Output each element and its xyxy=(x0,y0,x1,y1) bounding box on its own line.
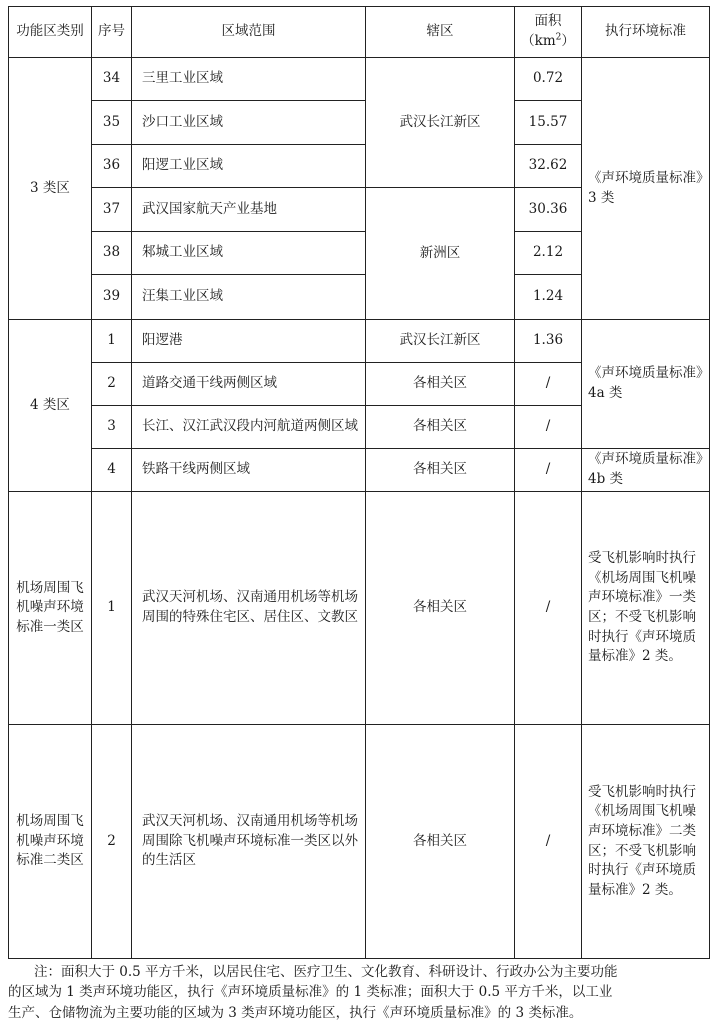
area-range-cell: 武汉天河机场、汉南通用机场等机场周围除飞机噪声环境标准一类区以外的生活区 xyxy=(132,725,366,959)
seq-cell: 35 xyxy=(92,101,132,145)
area-range-cell: 沙口工业区域 xyxy=(132,101,366,145)
table-row xyxy=(9,320,710,363)
area-cell: 30.36 xyxy=(515,188,582,232)
standard-cell: 《声环境质量标准》4a 类 xyxy=(582,320,710,449)
district-cell: 新洲区 xyxy=(366,188,515,320)
district-cell: 各相关区 xyxy=(366,449,515,492)
header-area-label: 面积 xyxy=(534,13,562,30)
noise-zone-table xyxy=(8,6,710,959)
district-cell: 武汉长江新区 xyxy=(366,320,515,363)
area-cell: / xyxy=(515,363,582,406)
area-range-cell: 三里工业区域 xyxy=(132,58,366,101)
area-range-cell: 阳逻港 xyxy=(132,320,366,363)
area-cell: 1.24 xyxy=(515,275,582,320)
seq-cell: 1 xyxy=(92,320,132,363)
table-footnote xyxy=(8,962,708,1023)
area-cell: 2.12 xyxy=(515,232,582,275)
area-range-cell: 道路交通干线两侧区域 xyxy=(132,363,366,406)
seq-cell: 36 xyxy=(92,145,132,188)
standard-cell: 《声环境质量标准》4b 类 xyxy=(582,449,710,492)
table-header-row xyxy=(9,7,710,58)
seq-cell: 3 xyxy=(92,406,132,449)
area-cell: / xyxy=(515,492,582,725)
area-range-cell: 阳逻工业区域 xyxy=(132,145,366,188)
area-unit-close: ） xyxy=(561,33,575,49)
area-range-cell: 武汉天河机场、汉南通用机场等机场周围的特殊住宅区、居住区、文教区 xyxy=(132,492,366,725)
area-cell: 15.57 xyxy=(515,101,582,145)
footnote-line-3: 生产、仓储物流为主要功能的区域为 3 类声环境功能区，执行《声环境质量标准》的 3 类标准。 xyxy=(8,1004,583,1021)
seq-cell: 38 xyxy=(92,232,132,275)
area-cell: / xyxy=(515,725,582,959)
area-range-cell: 武汉国家航天产业基地 xyxy=(132,188,366,232)
area-range-cell: 长江、汉江武汉段内河航道两侧区域 xyxy=(132,406,366,449)
area-cell: / xyxy=(515,406,582,449)
standard-cell: 《声环境质量标准》3 类 xyxy=(582,58,710,320)
zone-category-cell: 机场周围飞机噪声环境标准二类区 xyxy=(9,725,92,959)
seq-cell: 39 xyxy=(92,275,132,320)
area-unit-base: （km xyxy=(521,33,556,49)
district-cell: 各相关区 xyxy=(366,492,515,725)
area-range-cell: 汪集工业区域 xyxy=(132,275,366,320)
header-district: 辖区 xyxy=(366,7,515,58)
table-row xyxy=(9,449,710,492)
zone-category-cell: 机场周围飞机噪声环境标准一类区 xyxy=(9,492,92,725)
district-cell: 各相关区 xyxy=(366,406,515,449)
header-area-range: 区域范围 xyxy=(132,7,366,58)
standard-cell: 受飞机影响时执行《机场周围飞机噪声环境标准》二类区；不受飞机影响时执行《声环境质量标准》2 类。 xyxy=(582,725,710,959)
seq-cell: 4 xyxy=(92,449,132,492)
seq-cell: 2 xyxy=(92,363,132,406)
area-range-cell: 铁路干线两侧区域 xyxy=(132,449,366,492)
district-cell: 各相关区 xyxy=(366,725,515,959)
seq-cell: 2 xyxy=(92,725,132,959)
zone-category-cell: 3 类区 xyxy=(9,58,92,320)
header-zone-category: 功能区类别 xyxy=(9,7,92,58)
area-cell: 0.72 xyxy=(515,58,582,101)
area-cell: / xyxy=(515,449,582,492)
zone-category-cell: 4 类区 xyxy=(9,320,92,492)
seq-cell: 34 xyxy=(92,58,132,101)
seq-cell: 1 xyxy=(92,492,132,725)
table-row xyxy=(9,492,710,725)
area-range-cell: 邾城工业区域 xyxy=(132,232,366,275)
header-standard: 执行环境标准 xyxy=(582,7,710,58)
table-row xyxy=(9,58,710,101)
district-cell: 各相关区 xyxy=(366,363,515,406)
header-seq: 序号 xyxy=(92,7,132,58)
header-area xyxy=(515,7,582,58)
seq-cell: 37 xyxy=(92,188,132,232)
footnote-line-1: 注：面积大于 0.5 平方千米，以居民住宅、医疗卫生、文化教育、科研设计、行政办公为主要功能 xyxy=(34,964,618,980)
district-cell: 武汉长江新区 xyxy=(366,58,515,188)
area-cell: 32.62 xyxy=(515,145,582,188)
table-row xyxy=(9,725,710,959)
area-unit-sup: 2 xyxy=(555,32,562,43)
area-cell: 1.36 xyxy=(515,320,582,363)
standard-cell: 受飞机影响时执行《机场周围飞机噪声环境标准》一类区；不受飞机影响时执行《声环境质量标准》2 类。 xyxy=(582,492,710,725)
footnote-line-2: 的区域为 1 类声环境功能区，执行《声环境质量标准》的 1 类标准；面积大于 0.5 平方千米，以工业 xyxy=(8,984,613,1001)
header-area-unit xyxy=(519,32,577,52)
